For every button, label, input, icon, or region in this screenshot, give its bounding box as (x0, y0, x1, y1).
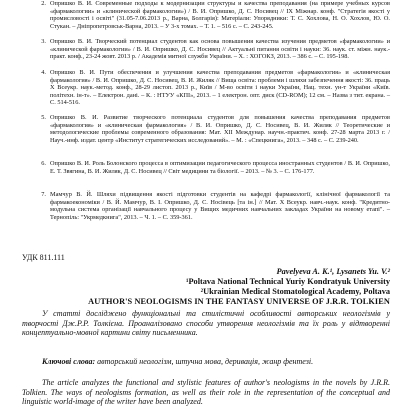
reference-text: Опришко В. И. Творческий потенциал студентов как основа повышения качества изучения предметов «фармакологии» и «клинической фармакологии» / В. И. Опришко, Д. С. Носивец // Актуальні питання освіти і науки: 36. наук. ст. міжн. наук.-практ. конф., 23-24 жовт. 2013 р. / Академія митної служби України. – Х. : ХОГОКЗ, 2013. – 386 с. – С. 195-198. (50, 38, 390, 60)
reference-text: Мамчур В. Й. Шляхи підвищення якості підготовки студентів на кафедрі фармакології, клінічної фармакології та фармакоекономіки / В. Й. Мамчур, В. І. Опришко, Д. С. Носівець [та ін.] // Мат. Х Всеукр. навч.-наук. конф. "Кредитно-модульна система організації навчального процесу у Вищих медичних навчальних закладах України на новому етапі". – Тернопіль: "Укрмедкнига", 2013. – Ч. 1. – С. 359-361. (50, 191, 390, 221)
reference-number: 2. (41, 0, 46, 7)
reference-item (22, 69, 390, 107)
abstract-ukrainian: У статті досліджено функціональні та стилістичні особливості авторських неологізмів у творчості Дж.Р.Р. Толкієна. Проаналізовано способи утворення неологізмів та їх роль у відтворенні концептуально-мовної картини світу письменника. (22, 309, 390, 338)
keywords-label: Ключові слова: (42, 357, 96, 366)
reference-item (22, 0, 390, 30)
affiliation-1: ¹Poltava National Technical Yuriy Kondratyuk University (185, 277, 390, 286)
reference-list (22, 0, 390, 238)
abstract-english: The article analyzes the functional and stylistic features of author's neologisms in the novels by J.R.R. Tolkien. The ways of neologisms formation, as well as their role in the representation of the conceptual and linguistic world-image of the writer have been analyzed. (22, 378, 390, 407)
reference-item (22, 38, 390, 61)
article-authors: Pavelyeva A. K.¹, Lysanets Yu. V.² (276, 267, 390, 276)
reference-number: 6. (41, 160, 46, 167)
reference-number: 4. (41, 69, 46, 76)
reference-item (22, 160, 390, 175)
affiliation-2: ²Ukrainian Medical Stomatological Academy, Poltava (200, 287, 390, 296)
reference-text: Опришко В. И. Современные подходы к модернизации структуры и качества преподавания (на примере учебных курсов «фармакологии» и «клинической фармакологии») / В. И. Опришко, Д. С. Носивец // IX Міжнар. конф. "Стратегія якості у промисловості і освіті" (31.05-7.06.2013 р., Варна, Болгарія): Матеріали: Упорядники: Т. С. Хохлова, Н. О. Хохлов, Ю. О. Стукан. – Дніпропетровськ-Варна, 2013. – У 3-х томах. – Т. 1. – 516 с. – С. 243-245. (50, 0, 390, 30)
keywords (22, 357, 390, 367)
page (22, 0, 390, 238)
article-title: AUTHOR'S NEOLOGISMS IN THE FANTASY UNIVERSE OF J.R.R. TOLKIEN (88, 297, 390, 306)
udc-code: УДК 811.111 (22, 253, 65, 262)
reference-item (22, 114, 390, 144)
reference-number: 5. (41, 114, 46, 121)
reference-number: 3. (41, 38, 46, 45)
reference-text: Опришко В. И. Развитие творческого потенциала студентов для повышения качества преподавания предметов «фармакология» и «клиническая фармакология» / В. И. Опришко, Д. С. Носивец, В. И. Жиляк // Теоретические и методологические проблемы современного образования: Мат. XII Междунар. научн.-практич. конф. 27-28 марта 2013 г. / Науч.-инф. издат. центр «Институт стратегических исследований». – М. : «Спецкнига», 2013. – 348 с. – С. 239-240. (50, 114, 390, 144)
reference-text: Опришко В. И. Роль Болонского процесса в оптимизации педагогического процесса иностранных студентов / В. И. Опришко, Е. Т. Звягина, В. И. Жиляк, Д. С. Носивец // Світ медицини та біології. – 2013. – № 3. – С. 176-177. (50, 160, 390, 175)
reference-text: Опришко В. И. Пути обеспечения и улучшения качества преподавания предметов «фармакология» и «клиническая фармакология» / В. И. Опришко, Д. С. Носивец, В. И. Жиляк // Вища освіта: проблеми і шляхи забезпечення якості: 36. праць Х Всеукр. наук.-метод. конф., 28-29 листоп. 2013 р., Київ / М-во освіти і науки України, Нац. техн. ун-т України «Київ. політехн. ін-т». – Електрон. дані. – К. : НТУУ «КПІ», 2013. – 1 електрон. опт. диск (CD-ROM); 12 см. – Назва з тит. екрана. – С. 514-516. (50, 69, 390, 106)
reference-item (22, 191, 390, 221)
reference-number: 7. (41, 191, 46, 198)
keywords-text: авторський неологізм, штучна мова, деривація, жанр фентезі. (95, 357, 314, 366)
